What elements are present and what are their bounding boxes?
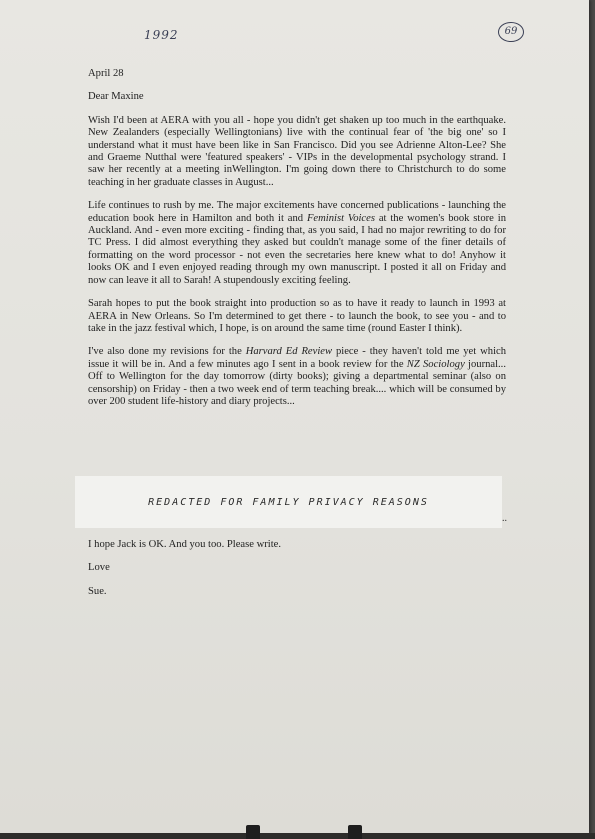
binder-clip-left	[246, 825, 260, 839]
redaction-block	[75, 476, 502, 528]
paragraph-2-title: Feminist Voices	[306, 212, 375, 224]
closing-line: I hope Jack is OK. And you too. Please write.	[88, 539, 282, 550]
paragraph-4-title-2: NZ Sociology	[406, 358, 465, 370]
paragraph-4-title-1: Harvard Ed Review	[245, 346, 333, 358]
redaction-label: REDACTED FOR FAMILY PRIVACY REASONS	[148, 496, 429, 508]
handwritten-year: 1992	[144, 28, 179, 42]
paragraph-4	[88, 346, 506, 408]
letter-body	[88, 68, 506, 419]
sign-off: Love	[88, 562, 110, 574]
paragraph-4-text-c: journal... Off to Wellington for the day tomorrow (dirty books); giving a departmental seminar (also on censorship) on Friday - then a two week end of term teaching break.... which will be consumed by over 200 student life-history and diary projects...	[88, 358, 506, 407]
paragraph-2-text-a: Life continues to rush by me. The major excitements have concerned publications - launching the education book here in Hamilton and both it and	[88, 200, 506, 224]
redaction-trail: ..	[502, 513, 507, 524]
signature: Sue.	[88, 585, 107, 597]
binder-clip-right	[348, 825, 362, 839]
letter-closing	[88, 539, 506, 609]
paragraph-2	[88, 200, 506, 287]
paragraph-1: Wish I'd been at AERA with you all - hope you didn't get shaken up too much in the earthquake. New Zealanders (especially Wellingtonians) live with the continual fear of 'the big one' so I understand what it must have been like in San Francisco. Did you see Adrienne Alton-Lee? She and Graeme Nutthal were 'featured speakers' - VIPs in the developmental psychology strand. I saw her recently at a meeting inWellington. I'm going down there to Christchurch to do some teaching in her graduate classes in August...	[88, 114, 506, 188]
paragraph-4-text-b: piece - they haven't told me yet which issue it will be in. And a few minutes ago I sent in a book review for the	[88, 346, 507, 370]
letter-salutation: Dear Maxine	[88, 91, 144, 103]
handwritten-page-number: 69	[498, 22, 524, 42]
paragraph-4-text-a: I've also done my revisions for the	[88, 346, 246, 358]
page-shadow	[0, 833, 595, 839]
paragraph-3: Sarah hopes to put the book straight into production so as to have it ready to launch in 1993 at AERA in New Orleans. So I'm determined to get there - to launch the book, to see you - and to take in the jazz festival which, I hope, is on around the same time (round Easter I think).	[88, 298, 506, 334]
paragraph-2-text-b: at the women's book store in Auckland. And - even more exciting - finding that, as you said, I had no major rewriting to do for TC Press. I did almost everything they asked but couldn't manage some of the finer details of formatting on the word processor - not even the secretaries here knew what to do! Anyhow it looks OK and I even enjoyed reading through my own manuscript. I posted it all on Friday and now can leave it all to Sarah! A stupendously exciting feeling.	[88, 212, 506, 286]
letter-date: April 28	[88, 68, 124, 79]
